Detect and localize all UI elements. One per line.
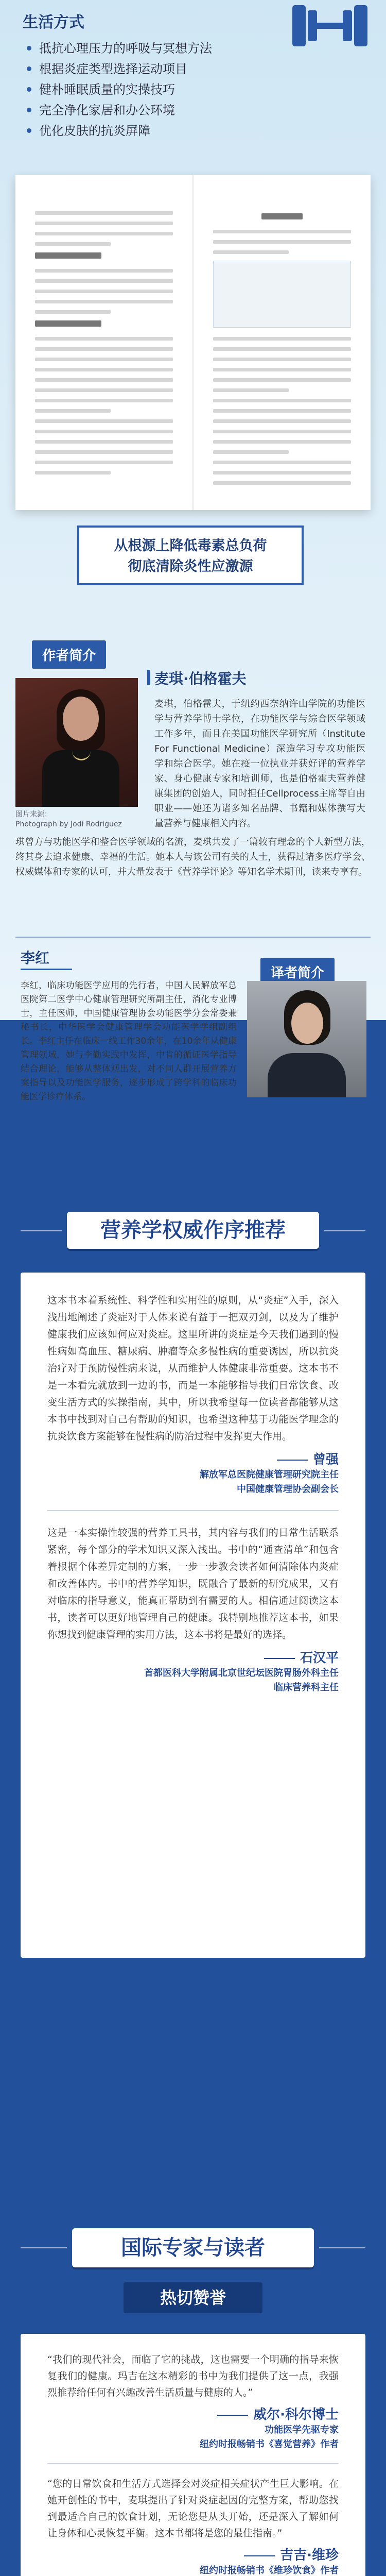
decorative-line (324, 1230, 365, 1231)
recommender-role: 中国健康管理协会副会长 (237, 1484, 339, 1495)
callout-line-2: 彻底清除炎性应激源 (128, 558, 253, 574)
divider (47, 1510, 339, 1511)
photo-credit-text: Photograph by Jodi Rodriguez (15, 820, 122, 828)
list-item: 优化皮肤的抗炎屏障 (27, 121, 212, 141)
lifestyle-list (27, 38, 212, 141)
photo-credit (15, 810, 122, 829)
author2-name: 李红 (21, 947, 49, 968)
authority-section-title: 营养学权威作序推荐 (67, 1212, 319, 1249)
book-right-page (192, 175, 371, 510)
callout-box (77, 526, 304, 585)
praise-card (21, 2334, 365, 2576)
lifestyle-title: 生活方式 (23, 13, 84, 31)
recommender-role: 临床营养科主任 (274, 1682, 339, 1693)
author1-name: 麦琪·伯格霍夫 (154, 668, 247, 688)
praise-author (47, 2545, 339, 2576)
decorative-line (319, 2247, 365, 2248)
callout-line-1: 从根源上降低毒素总负荷 (114, 538, 267, 554)
international-section-title: 国际专家与读者 (72, 2228, 314, 2267)
praise-author-name: 威尔·科尔博士 (47, 2404, 339, 2423)
dumbbell-icon (282, 0, 370, 134)
author1-bio-continued: 琪曾方与功能医学和整合医学领域的名流，麦琪共发了一篇较有理念的个人新型方法，终其身去追求健康、幸福的生活。她本人与该公司有关的人士，获得过诸多医疗学会、权威媒体和专家的认可，并大量发表于《营养学评论》等知名学术期刊，读来专享有。 (15, 837, 371, 877)
international-section-subtitle: 热切赞誉 (124, 2282, 262, 2313)
author1-photo (15, 678, 138, 807)
translator-section-tag: 译者简介 (260, 958, 335, 986)
decorative-line (21, 2247, 67, 2248)
translator-photo (247, 981, 366, 1097)
decorative-line (21, 1230, 62, 1231)
praise-author-name: 吉吉·维珍 (47, 2545, 339, 2564)
praise-author-role: 功能医学先驱专家 (265, 2425, 339, 2435)
praise-author-role: 纽约时报畅销书《维珍饮食》作者 (200, 2565, 339, 2576)
book-figure (213, 261, 351, 328)
recommender-name: 石汉平 (47, 1648, 339, 1666)
book-spread-image (15, 175, 371, 510)
authors-section-tag: 作者简介 (32, 640, 106, 669)
divider (47, 2463, 339, 2464)
recommender-name: 曾强 (47, 1449, 339, 1468)
praise-author (47, 2404, 339, 2452)
praise-text: “您的日常饮食和生活方式选择会对炎症相关症状产生巨大影响。在她开创性的书中，麦琪提出了针对炎症起因的完整方案，帮助您找到最适合自己的饮食计划，无论您是从头开始，还是深入了解如何让身体和心灵恢复平衡。这本书都将是您的最佳指南。” (47, 2478, 339, 2539)
photo-credit-label: 图片来源： (15, 810, 51, 819)
recommendation-text: 这本书本着系统性、科学性和实用性的原则，从“炎症”入手，深入浅出地阐述了炎症对于人体来说有益于一把双刃剑，以及为了维护健康我们应该如何应对炎症。这里所讲的炎症是今天我们遇到的慢性病如高血压、糖尿病、肿瘤等众多慢性病的重要诱因，所以抗炎治疗对于预防慢性病来说，从而维护人体健康非常重要。这本书不是一本看完就放到一边的书，而是一本能够指导我们日常饮食、改变生活方式的实操指南，其中，所以我希望每一位读者都能够从这本书中找到对自己有帮助的知识，也希望这种基于功能医学理念的抗炎饮食方案能够在慢性病的防治过程中发挥更大作用。 (47, 1295, 339, 1442)
list-item: 健朴睡眠质量的实操技巧 (27, 79, 212, 100)
recommender-role: 首都医科大学附属北京世纪坛医院胃肠外科主任 (144, 1668, 339, 1679)
recommender (47, 1449, 339, 1497)
divider (15, 937, 371, 938)
list-item: 完全净化家居和办公环境 (27, 100, 212, 121)
praise-text: “我们的现代社会，面临了它的挑战，这也需要一个明确的指导来恢复我们的健康。玛吉在这本精彩的书中为我们提供了这一点，我强烈推荐给任何有兴趣改善生活质量与健康的人。” (47, 2354, 339, 2398)
list-item: 根据炎症类型选择运动项目 (27, 59, 212, 79)
recommender-role: 解放军总医院健康管理研究院主任 (200, 1469, 339, 1480)
author1-bio: 麦琪，伯格霍夫，于纽约西奈纳许山学院的功能医学与营养学博士学位，在功能医学与综合医学领域工作多年，而且在美国功能医学研究所（Institute For Functional Medicine）深造学习专攻功能医学和综合医学。她在疫一位执业并获好评的营养学家、身心健康专家和培训师，也是伯格霍夫营养健康集团的创始人，同时担任Cellprocess主席等自由职业——她还为诸多知名品牌、书籍和媒体撰写大量营养与健康相关内容。 (154, 699, 365, 829)
book-left-page (15, 175, 192, 510)
author2-bio: 李红，临床功能医学应用的先行者，中国人民解放军总医院第二医学中心健康管理研究所副主任，消化专业博士，主任医师，中国健康管理协会功能医学分会常委兼秘书长，中华医学会健康管理学会功能医学学组副组长。李红主任在临床一线工作30余年，在10余年从健康管理领域，她与李勤实践中发挥，中肯的循证医学指导结合理论，能够从整体观出发，对不同人群开展营养方案指导以及功能医学服务，逐步形成了跨学科的临床功能医学诊疗体系。 (21, 980, 237, 1102)
recommendation-text: 这是一本实操性较强的营养工具书，其内容与我们的日常生活联系紧密，每个部分的学术知识又深入浅出。书中的“通查清单”和包含着根据个体差异定制的方案，一步一步教会读者如何清除体内炎症和改善体内。书中的营养学知识，既融合了最新的研究成果，又有对临床的指导意义，能真正帮助到有需要的人。相信通过阅读这本书，读者可以更好地管理自己的健康。我特别地推荐这本书，如果你想找到健康管理的实用方法，这本书将是最好的选择。 (47, 1527, 339, 1640)
praise-author-role: 纽约时报畅销书《喜觉营养》作者 (200, 2439, 339, 2450)
list-item: 抵抗心理压力的呼吸与冥想方法 (27, 38, 212, 59)
recommender (47, 1648, 339, 1695)
recommendation-card (21, 1273, 365, 1958)
